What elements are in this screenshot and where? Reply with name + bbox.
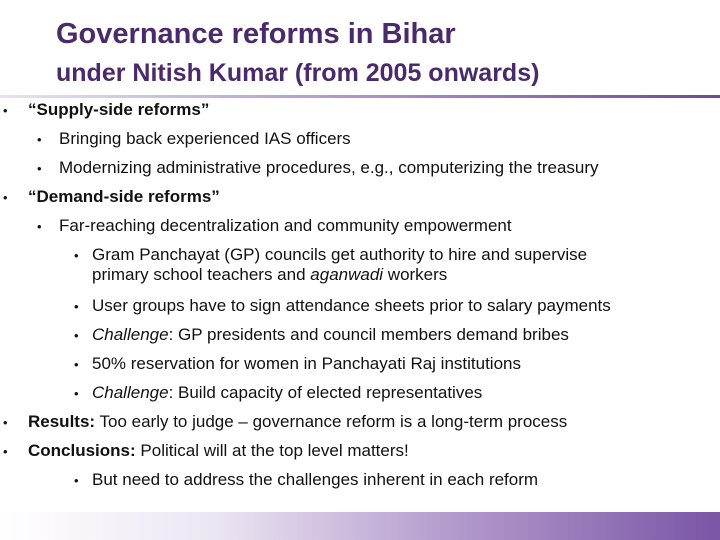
footer-gradient-bar [0, 512, 720, 540]
bullet-icon: • [3, 103, 8, 118]
bullet-icon: • [3, 415, 8, 430]
conclusions-label: Conclusions: [28, 441, 136, 460]
bullet-icon: • [3, 190, 8, 205]
bullet-supply-side: “Supply-side reforms” [28, 100, 210, 119]
bullet-icon: • [74, 357, 79, 372]
bullet-icon: • [37, 132, 42, 147]
challenge-bribes-text: : GP presidents and council members demand bribes [168, 325, 569, 344]
bullet-gram-panchayat [92, 245, 587, 285]
gp-line-1: Gram Panchayat (GP) councils get authority to hire and supervise [92, 245, 588, 264]
bullet-icon: • [3, 444, 8, 459]
challenge-label: Challenge [92, 325, 169, 344]
gp-line-2b: workers [383, 265, 448, 284]
gp-line-2a: primary school teachers and [92, 265, 311, 284]
bullet-reservation: 50% reservation for women in Panchayati Raj institutions [92, 354, 521, 373]
title-line-2: under Nitish Kumar (from 2005 onwards) [56, 59, 540, 87]
bullet-decentralization: Far-reaching decentralization and community empowerment [59, 216, 512, 235]
conclusions-text: Political will at the top level matters! [135, 441, 409, 460]
bullet-icon: • [74, 473, 79, 488]
results-label: Results: [28, 412, 96, 431]
bullet-icon: • [37, 219, 42, 234]
bullet-icon: • [74, 248, 79, 263]
bullet-challenge-bribes [92, 325, 569, 345]
bullet-address-challenges: But need to address the challenges inherent in each reform [92, 470, 539, 489]
bullet-conclusions [28, 441, 409, 461]
bullet-challenge-capacity [92, 383, 482, 403]
title-line-1: Governance reforms in Bihar [56, 18, 456, 50]
bullet-icon: • [74, 386, 79, 401]
bullet-user-groups: User groups have to sign attendance sheets prior to salary payments [92, 296, 611, 315]
bullet-icon: • [74, 328, 79, 343]
slide-title [56, 16, 539, 90]
bullet-demand-side: “Demand-side reforms” [28, 187, 220, 206]
bullet-modernizing: Modernizing administrative procedures, e.g., computerizing the treasury [59, 158, 599, 177]
gp-line-2-italic: aganwadi [310, 265, 384, 284]
bullet-icon: • [74, 299, 79, 314]
bullet-icon: • [37, 161, 42, 176]
challenge-label: Challenge [92, 383, 169, 402]
title-divider [0, 95, 720, 98]
results-text: Too early to judge – governance reform is a long-term process [95, 412, 568, 431]
bullet-ias-officers: Bringing back experienced IAS officers [59, 129, 351, 148]
bullet-results [28, 412, 567, 432]
challenge-capacity-text: : Build capacity of elected representatives [168, 383, 483, 402]
